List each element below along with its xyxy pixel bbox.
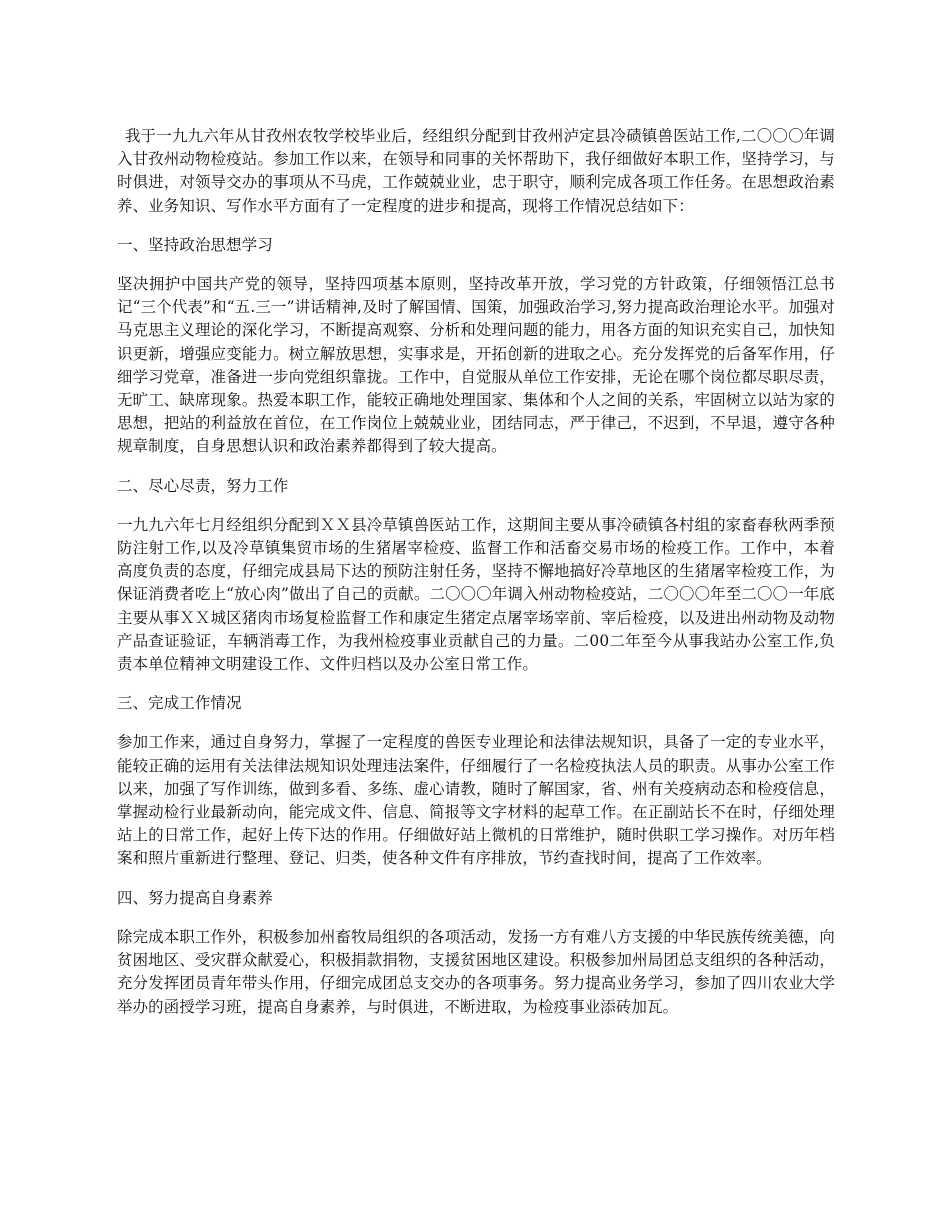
section-heading-1: 一、坚持政治思想学习 [117,235,273,254]
section-heading-4: 四、努力提高自身素养 [117,888,273,907]
section-body-1: 坚决拥护中国共产党的领导，坚持四项基本原则，坚持改革开放，学习党的方针政策，仔细领悟江总书记“三个代表”和“五.三一”讲话精神,及时了解国情、国策，加强政治学习,努力提高政治理论水平。加强对马克思主义理论的深化学习，不断提高观察、分析和处理问题的能力，用各方面的知识充实自己，加快知识更新，增强应变能力。树立解放思想，实事求是，开拓创新的进取之心。充分发挥党的后备军作用，仔细学习党章，准备进一步向党组织靠拢。工作中，自觉服从单位工作安排，无论在哪个岗位都尽职尽责，无旷工、缺席现象。热爱本职工作，能较正确地处理国家、集体和个人之间的关系，牢固树立以站为家的思想，把站的利益放在首位，在工作岗位上兢兢业业，团结同志，严于律己，不迟到，不早退，遵守各种规章制度，自身思想认识和政治素养都得到了较大提高。 [117,275,835,456]
section-heading-3: 三、完成工作情况 [117,694,242,713]
section-heading-2: 二、尽心尽责，努力工作 [117,476,289,495]
section-body-4: 除完成本职工作外，积极参加州畜牧局组织的各项活动，发扬一方有难八方支援的中华民族传统美德，向贫困地区、受灾群众献爱心，积极捐款捐物，支援贫困地区建设。积极参加州局团总支组织的各种活动，充分发挥团员青年带头作用，仔细完成团总支交办的各项事务。努力提高业务学习，参加了四川农业大学举办的函授学习班，提高自身素养，与时俱进，不断进取，为检疫事业添砖加瓦。 [117,927,835,1016]
section-body-2: 一九九六年七月经组织分配到ＸＸ县冷草镇兽医站工作，这期间主要从事冷碛镇各村组的家畜春秋两季预防注射工作,以及冷草镇集贸市场的生猪屠宰检疫、监督工作和活畜交易市场的检疫工作。工作中，本着高度负责的态度，仔细完成县局下达的预防注射任务，坚持不懈地搞好冷草地区的生猪屠宰检疫工作，为保证消费者吃上“放心肉”做出了自己的贡献。二〇〇〇年调入州动物检疫站，二〇〇〇年至二〇〇一年底主要从事ＸＸ城区猪肉市场复检监督工作和康定生猪定点屠宰场宰前、宰后检疫，以及进出州动物及动物产品查证验证，车辆消毒工作，为我州检疫事业贡献自己的力量。二00二年至今从事我站办公室工作,负责本单位精神文明建设工作、文件归档以及办公室日常工作。 [117,515,835,674]
document-page [117,125,835,1035]
intro-paragraph: 我于一九九六年从甘孜州农牧学校毕业后，经组织分配到甘孜州泸定县冷碛镇兽医站工作,二〇〇〇年调入甘孜州动物检疫站。参加工作以来，在领导和同事的关怀帮助下，我仔细做好本职工作，坚持学习，与时俱进，对领导交办的事项从不马虎，工作兢兢业业，忠于职守，顺利完成各项工作任务。在思想政治素养、业务知识、写作水平方面有了一定程度的进步和提高，现将工作情况总结如下： [117,127,835,215]
section-body-3: 参加工作来，通过自身努力，掌握了一定程度的兽医专业理论和法律法规知识，具备了一定的专业水平，能较正确的运用有关法律法规知识处理违法案件，仔细履行了一名检疫执法人员的职责。从事办公室工作以来，加强了写作训练，做到多看、多练、虚心请教，随时了解国家，省、州有关疫病动态和检疫信息，掌握动检行业最新动向，能完成文件、信息、简报等文字材料的起草工作。在正副站长不在时，仔细处理站上的日常工作，起好上传下达的作用。仔细做好站上微机的日常维护，随时供职工学习操作。对历年档案和照片重新进行整理、登记、归类，使各种文件有序排放，节约查找时间，提高了工作效率。 [117,733,835,868]
